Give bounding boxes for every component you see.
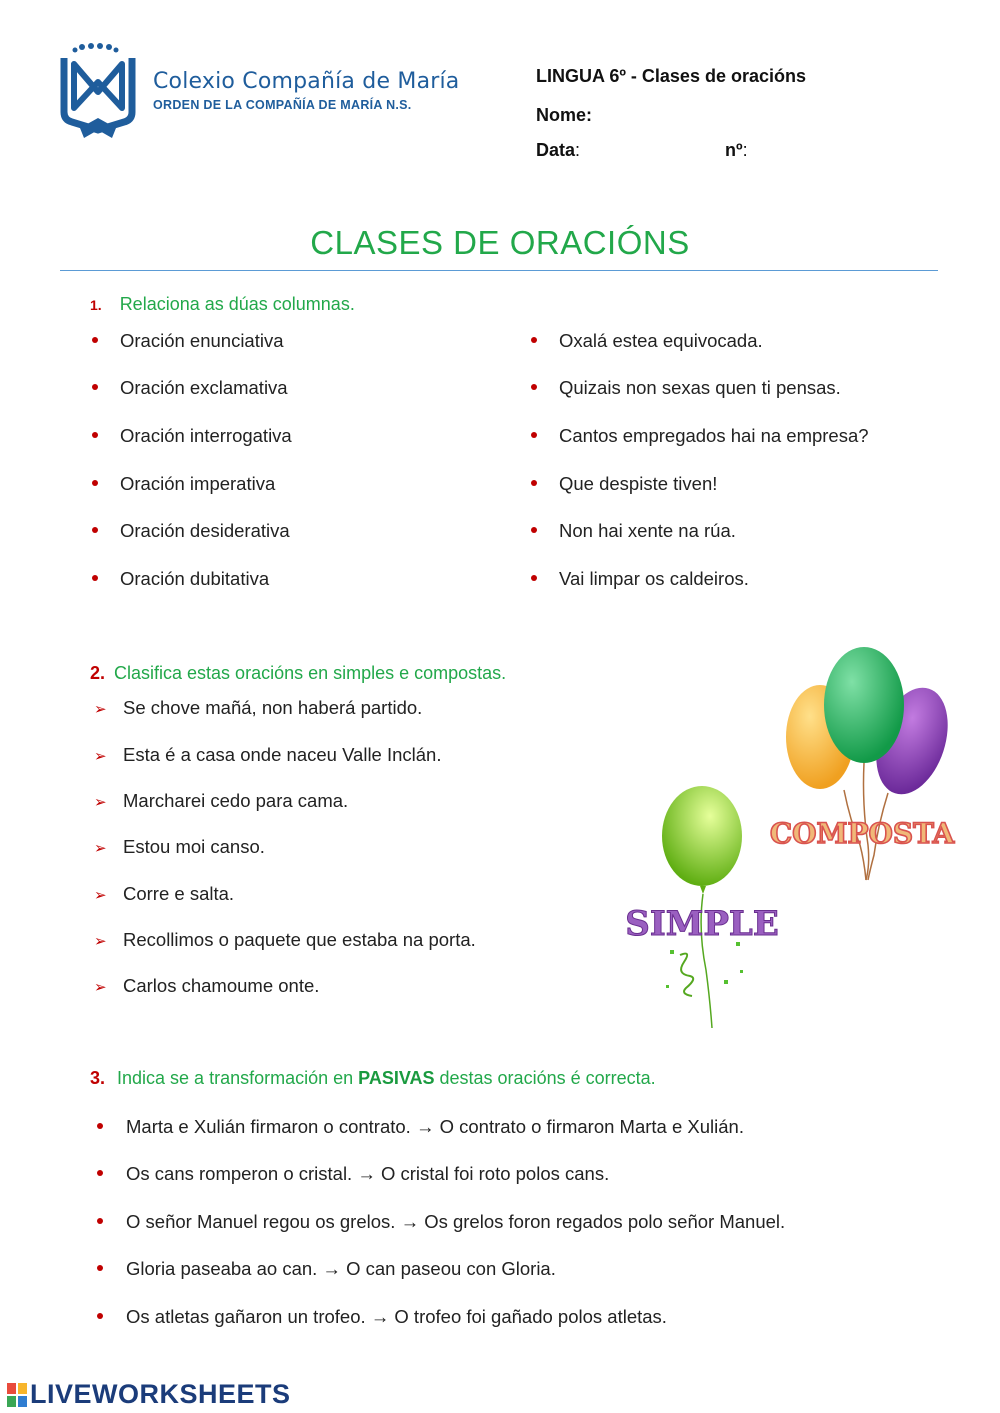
list-item: Marta e Xulián firmaron o contrato. → O contrato o firmaron Marta e Xulián. xyxy=(97,1116,744,1138)
list-item: Quizais non sexas quen ti pensas. xyxy=(531,377,841,399)
bullet-dot xyxy=(92,480,98,486)
bullet-dot xyxy=(97,1123,103,1129)
list-item: Oración interrogativa xyxy=(92,425,292,447)
list-item: ➢ Estou moi canso. xyxy=(94,836,265,857)
list-item: O señor Manuel regou os grelos. → Os grelos foron regados polo señor Manuel. xyxy=(97,1211,785,1233)
arrow-bullet: ➢ xyxy=(94,794,107,811)
section1-heading: 1. Relaciona as dúas columnas. xyxy=(90,294,355,314)
list-item: ➢ Recollimos o paquete que estaba na porta. xyxy=(94,929,476,950)
bullet-dot xyxy=(92,384,98,390)
bullet-dot xyxy=(97,1218,103,1224)
school-name: Colexio Compañía de María xyxy=(153,69,460,94)
bullet-dot xyxy=(92,527,98,533)
list-item: Oración exclamativa xyxy=(92,377,288,399)
page-title: CLASES DE ORACIÓNS xyxy=(310,224,690,261)
footer-brand: LIVEWORKSHEETS xyxy=(30,1379,291,1409)
title-divider xyxy=(60,270,938,271)
list-item: Os atletas gañaron un trofeo. → O trofeo foi gañado polos atletas. xyxy=(97,1306,667,1328)
list-item: Que despiste tiven! xyxy=(531,473,717,495)
list-item: Vai limpar os caldeiros. xyxy=(531,568,749,590)
date-label: Data: xyxy=(536,140,581,160)
section1-number: 1. xyxy=(90,297,102,313)
bullet-dot xyxy=(92,575,98,581)
list-item: Oración imperativa xyxy=(92,473,275,495)
liveworksheets-logo xyxy=(6,1382,28,1408)
balloon-cluster xyxy=(769,645,955,890)
list-item: Os cans romperon o cristal. → O cristal foi roto polos cans. xyxy=(97,1163,609,1185)
bullet-dot xyxy=(97,1313,103,1319)
bullet-dot xyxy=(531,432,537,438)
list-item: Non hai xente na rúa. xyxy=(531,520,736,542)
list-item: Oración desiderativa xyxy=(92,520,290,542)
arrow-bullet: ➢ xyxy=(94,887,107,904)
bullet-dot xyxy=(531,575,537,581)
list-item: ➢ Marcharei cedo para cama. xyxy=(94,790,349,811)
list-item: ➢ Carlos chamoume onte. xyxy=(94,975,320,996)
arrow-bullet: ➢ xyxy=(94,701,107,718)
list-item: ➢ Corre e salta. xyxy=(94,883,235,904)
section2-heading: 2. Clasifica estas oracións en simples e compostas. xyxy=(90,663,507,683)
section2-number: 2. xyxy=(90,663,106,683)
list-item: Gloria paseaba ao can. → O can paseou con Gloria. xyxy=(97,1258,556,1280)
list-item: ➢ Se chove mañá, non haberá partido. xyxy=(94,697,423,718)
arrow-bullet: ➢ xyxy=(94,748,107,765)
list-item: Oxalá estea equivocada. xyxy=(531,330,763,352)
section3-heading: 3. Indica se a transformación en PASIVAS destas oracións é correcta. xyxy=(90,1068,656,1088)
arrow-bullet: ➢ xyxy=(94,979,107,996)
composta-label: COMPOSTA xyxy=(769,817,955,850)
bullet-dot xyxy=(92,337,98,343)
school-logo xyxy=(58,42,140,142)
number-label: nº: xyxy=(725,140,748,160)
bullet-dot xyxy=(531,384,537,390)
bullet-dot xyxy=(531,527,537,533)
list-item: ➢ Esta é a casa onde naceu Valle Inclán. xyxy=(94,744,442,765)
list-item: Cantos empregados hai na empresa? xyxy=(531,425,869,447)
single-balloon xyxy=(625,780,779,1035)
section3-number: 3. xyxy=(90,1068,106,1088)
bullet-dot xyxy=(531,337,537,343)
bullet-dot xyxy=(97,1265,103,1271)
bullet-dot xyxy=(531,480,537,486)
school-order: ORDEN DE LA COMPAÑÍA DE MARÍA N.S. xyxy=(153,98,412,112)
bullet-dot xyxy=(97,1170,103,1176)
arrow-bullet: ➢ xyxy=(94,840,107,857)
name-label: Nome: xyxy=(536,105,593,125)
arrow-bullet: ➢ xyxy=(94,933,107,950)
bullet-dot xyxy=(92,432,98,438)
list-item: Oración enunciativa xyxy=(92,330,284,352)
list-item: Oración dubitativa xyxy=(92,568,269,590)
subject-heading: LINGUA 6º - Clases de oracións xyxy=(536,66,806,86)
simple-label: SIMPLE xyxy=(625,904,779,944)
